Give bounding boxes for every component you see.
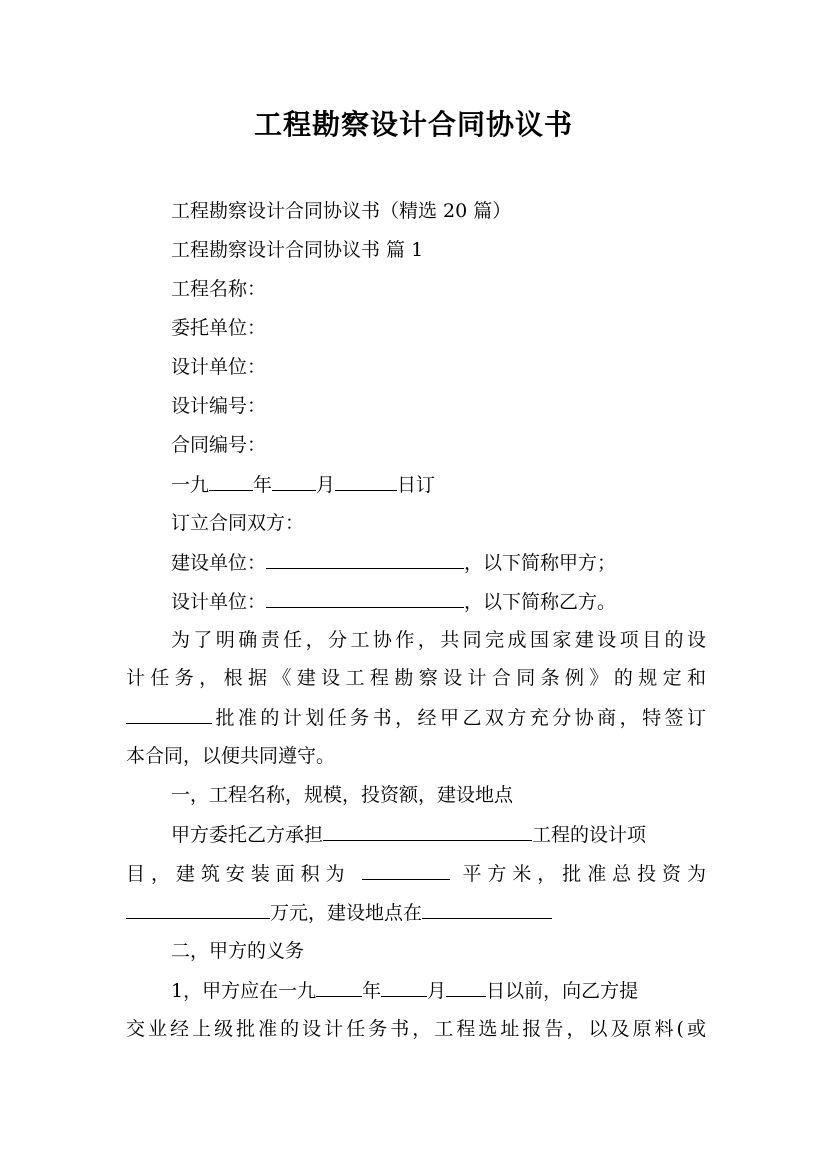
project-name-field: 工程名称：	[171, 278, 267, 300]
month-label: 月	[427, 980, 447, 1002]
party-a-line	[171, 550, 706, 575]
project-blank	[323, 822, 532, 841]
paragraph-text: 日以前，向乙方提	[486, 980, 639, 1002]
paragraph-text: 工程的设计项	[532, 824, 647, 846]
paragraph-line	[126, 705, 706, 730]
day-blank	[335, 472, 397, 491]
paragraph-line: 交业经上级批准的设计任务书，工程选址报告，以及原料(或	[126, 1018, 706, 1040]
location-blank	[422, 900, 552, 919]
section-two-heading: 二，甲方的义务	[171, 940, 305, 962]
paragraph-line: 计任务，根据《建设工程勘察设计合同条例》的规定和	[126, 667, 706, 689]
paragraph-text: 目，建筑安装面积为	[126, 863, 351, 885]
month-blank	[272, 472, 316, 491]
year-blank	[316, 978, 362, 997]
month-label: 月	[316, 474, 336, 496]
party-a-blank	[266, 550, 464, 569]
paragraph-text: 甲方委托乙方承担	[171, 824, 324, 846]
date-line	[171, 472, 706, 497]
design-number-field: 设计编号：	[171, 395, 267, 417]
paragraph-line: 为了明确责任，分工协作，共同完成国家建设项目的设	[171, 629, 706, 651]
section-one-heading: 一，工程名称，规模，投资额，建设地点	[171, 784, 514, 806]
party-a-label: 建设单位：	[171, 552, 267, 574]
paragraph-line	[126, 900, 706, 925]
paragraph-text: 万元，建设地点在	[270, 902, 423, 924]
party-b-suffix: ，以下简称乙方。	[464, 591, 617, 613]
day-blank	[446, 978, 486, 997]
contract-number-field: 合同编号：	[171, 434, 267, 456]
party-a-suffix: ，以下简称甲方；	[464, 552, 617, 574]
paragraph-text: 平方米，批准总投资为	[462, 863, 706, 885]
party-b-line	[171, 589, 706, 614]
paragraph-text: 1，甲方应在一九	[171, 980, 317, 1002]
day-label: 日订	[397, 474, 436, 496]
paragraph-line	[126, 861, 706, 886]
client-unit-field: 委托单位：	[171, 317, 267, 339]
paragraph-line: 本合同，以便共同遵守。	[126, 745, 336, 767]
paragraph-line	[171, 822, 706, 847]
section-heading: 工程勘察设计合同协议书 篇 1	[171, 239, 424, 261]
approver-blank	[126, 705, 212, 724]
parties-heading: 订立合同双方：	[171, 512, 305, 534]
party-b-blank	[266, 589, 464, 608]
month-blank	[381, 978, 427, 997]
party-b-label: 设计单位：	[171, 591, 267, 613]
design-unit-field: 设计单位：	[171, 356, 267, 378]
paragraph-text: 批准的计划任务书，经甲乙双方充分协商，特签订	[212, 707, 706, 729]
investment-blank	[126, 900, 270, 919]
year-label: 年	[253, 474, 273, 496]
document-title: 工程勘察设计合同协议书	[253, 108, 573, 141]
subtitle-line: 工程勘察设计合同协议书（精选 20 篇）	[171, 200, 512, 222]
paragraph-line	[171, 978, 706, 1003]
year-blank	[209, 472, 253, 491]
area-blank	[362, 861, 450, 880]
year-label: 年	[362, 980, 382, 1002]
date-prefix: 一九	[171, 474, 210, 496]
